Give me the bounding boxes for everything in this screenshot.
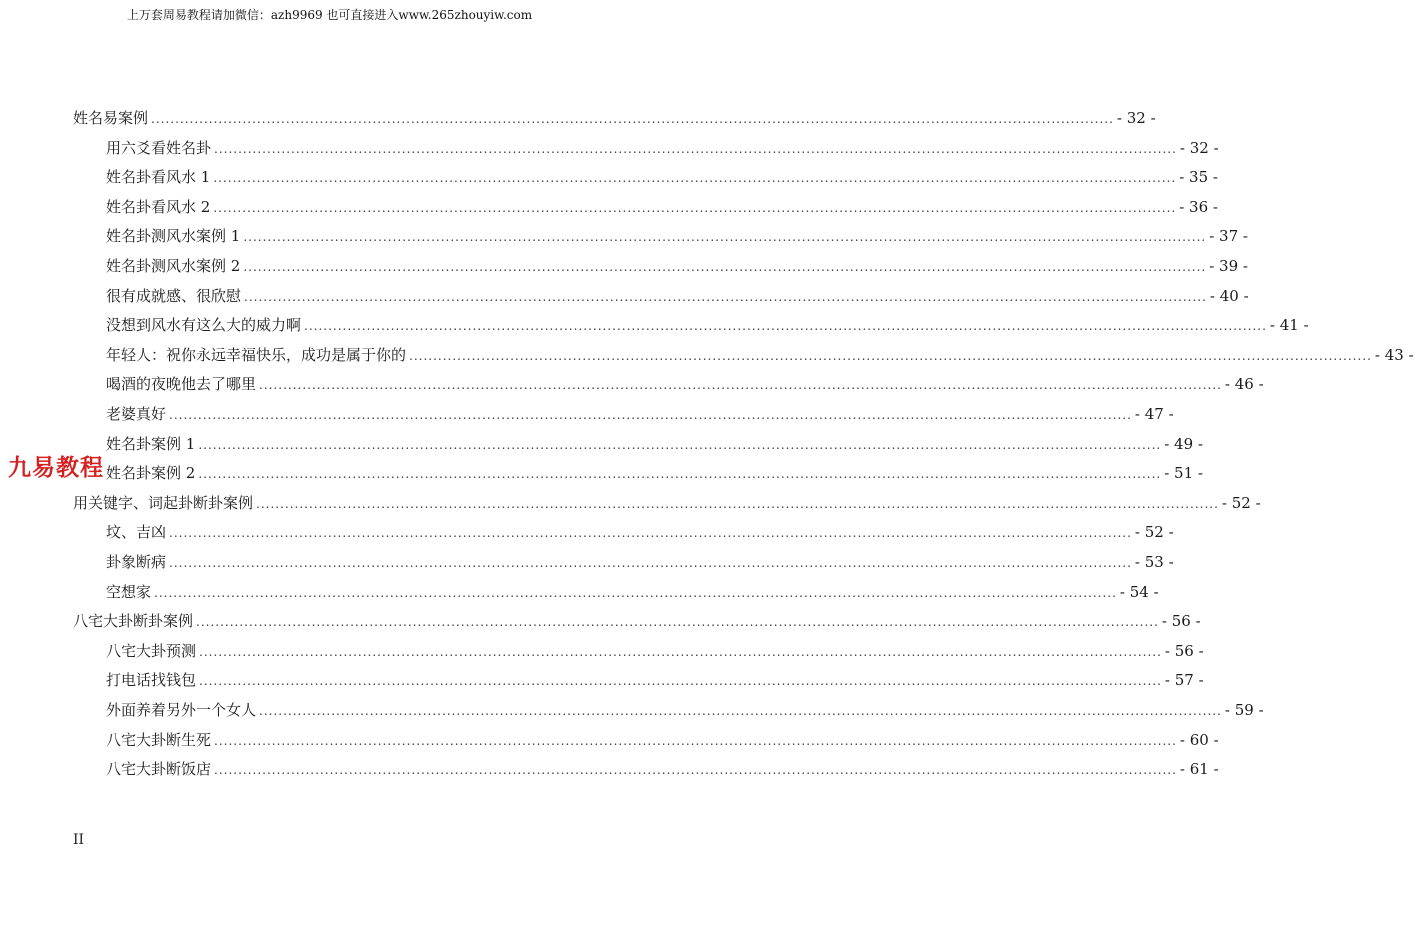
toc-entry[interactable]	[106, 163, 1218, 193]
toc-dot-leader: ........................................................................................................................................................................................................	[169, 408, 1132, 422]
toc-entry-page: - 56 -	[1164, 641, 1204, 660]
toc-entry-page: - 43 -	[1374, 345, 1414, 364]
toc-dot-leader: ........................................................................................................................................................................................................	[196, 615, 1159, 630]
watermark-logo: 九易教程	[8, 455, 104, 481]
toc-entry-page: - 49 -	[1164, 434, 1203, 453]
toc-entry-page: - 32 -	[1116, 109, 1156, 127]
toc-entry-page: - 52 -	[1221, 493, 1261, 512]
toc-entry[interactable]	[106, 222, 1248, 252]
toc-entry-title: 用六爻看姓名卦	[106, 138, 212, 157]
toc-dot-leader: ........................................................................................................................................................................................................	[243, 230, 1207, 245]
toc-entry[interactable]	[106, 193, 1218, 223]
toc-entry-title: 八宅大卦断饭店	[106, 760, 212, 779]
toc-dot-leader: ........................................................................................................................................................................................................	[169, 556, 1132, 570]
toc-dot-leader: ........................................................................................................................................................................................................	[198, 467, 1162, 482]
toc-dot-leader: ........................................................................................................................................................................................................	[199, 674, 1162, 689]
toc-dot-leader: ........................................................................................................................................................................................................	[409, 348, 1372, 363]
toc-entry-page: - 51 -	[1164, 464, 1203, 483]
toc-entry-page: - 36 -	[1179, 197, 1218, 216]
toc-dot-leader: ........................................................................................................................................................................................................	[214, 141, 1177, 156]
toc-entry[interactable]	[106, 518, 1174, 548]
toc-dot-leader: ........................................................................................................................................................................................................	[154, 585, 1117, 600]
toc-entry-page: - 41 -	[1269, 316, 1309, 335]
toc-entry[interactable]	[106, 430, 1203, 460]
toc-entry-title: 年轻人：祝你永远幸福快乐，成功是属于你的	[106, 345, 407, 364]
page-number: II	[73, 832, 85, 848]
toc-dot-leader: ........................................................................................................................................................................................................	[244, 289, 1207, 304]
toc-entry[interactable]	[106, 696, 1264, 726]
toc-entry-title: 姓名卦测风水案例 2	[106, 257, 241, 275]
toc-entry-page: - 57 -	[1164, 671, 1204, 690]
toc-entry[interactable]	[106, 370, 1264, 400]
toc-entry-title: 老婆真好	[106, 405, 167, 423]
toc-dot-leader: ........................................................................................................................................................................................................	[243, 260, 1207, 274]
toc-entry-page: - 59 -	[1224, 701, 1264, 719]
toc-entry[interactable]	[106, 637, 1204, 667]
toc-entry-title: 喝酒的夜晚他去了哪里	[106, 375, 257, 394]
toc-dot-leader: ........................................................................................................................................................................................................	[214, 733, 1177, 748]
toc-entry[interactable]	[106, 666, 1204, 696]
toc-entry-page: - 52 -	[1134, 523, 1174, 542]
toc-entry[interactable]	[106, 341, 1414, 371]
toc-entry-title: 姓名卦看风水 2	[106, 197, 211, 216]
toc-dot-leader: ........................................................................................................................................................................................................	[259, 378, 1222, 393]
toc-entry-title: 外面养着另外一个女人	[106, 701, 257, 719]
toc-dot-leader: ........................................................................................................................................................................................................	[304, 319, 1267, 334]
toc-entry-title: 八宅大卦断生死	[106, 730, 212, 749]
toc-entry-page: - 54 -	[1119, 582, 1159, 601]
toc-entry[interactable]	[106, 252, 1248, 282]
toc-entry[interactable]	[106, 459, 1203, 489]
toc-entry-title: 姓名卦测风水案例 1	[106, 227, 241, 246]
toc-entry[interactable]	[73, 489, 1261, 519]
toc-entry-page: - 53 -	[1134, 553, 1174, 571]
toc-entry-page: - 35 -	[1179, 168, 1218, 187]
toc-entry-title: 用关键字、词起卦断卦案例	[73, 493, 254, 512]
toc-entry-page: - 47 -	[1134, 405, 1174, 423]
toc-entry-title: 很有成就感、很欣慰	[106, 286, 242, 305]
toc-entry[interactable]	[106, 311, 1309, 341]
toc-entry-page: - 60 -	[1179, 730, 1219, 749]
toc-entry-title: 打电话找钱包	[106, 671, 197, 690]
toc-dot-leader: ........................................................................................................................................................................................................	[259, 704, 1222, 718]
toc-entry[interactable]	[106, 282, 1249, 312]
toc-dot-leader: ........................................................................................................................................................................................................	[213, 171, 1177, 186]
toc-dot-leader: ........................................................................................................................................................................................................	[169, 526, 1132, 541]
toc-dot-leader: ........................................................................................................................................................................................................	[199, 644, 1162, 659]
toc-dot-leader: ........................................................................................................................................................................................................	[214, 763, 1177, 778]
toc-entry-title: 八宅大卦断卦案例	[73, 612, 194, 631]
toc-dot-leader: ........................................................................................................................................................................................................	[198, 437, 1162, 452]
toc-entry-title: 卦象断病	[106, 553, 167, 571]
toc-entry-title: 姓名卦案例 2	[106, 464, 196, 483]
toc-entry-title: 空想家	[106, 582, 152, 601]
toc-entry[interactable]	[73, 104, 1156, 134]
toc-entry[interactable]	[106, 578, 1159, 608]
toc-entry-title: 八宅大卦预测	[106, 641, 197, 660]
toc-entry-title: 姓名卦看风水 1	[106, 168, 211, 187]
toc-dot-leader: ........................................................................................................................................................................................................	[151, 112, 1114, 126]
toc-entry-page: - 46 -	[1224, 375, 1264, 394]
toc-entry[interactable]	[106, 548, 1174, 578]
toc-entry-title: 姓名卦案例 1	[106, 434, 196, 453]
toc-entry-page: - 56 -	[1161, 612, 1201, 631]
toc-dot-leader: ........................................................................................................................................................................................................	[256, 496, 1219, 511]
toc-entry-title: 姓名易案例	[73, 109, 149, 127]
toc-entry-page: - 40 -	[1209, 286, 1249, 305]
toc-entry[interactable]	[73, 607, 1201, 637]
toc-dot-leader: ........................................................................................................................................................................................................	[213, 200, 1177, 215]
toc-entry[interactable]	[106, 726, 1219, 756]
toc-entry[interactable]	[106, 400, 1174, 430]
toc-entry-title: 没想到风水有这么大的威力啊	[106, 316, 302, 335]
page-header-banner: 上万套周易教程请加微信：azh9969 也可直接进入www.265zhouyiw.com	[126, 8, 533, 22]
toc-entry[interactable]	[106, 755, 1219, 785]
toc-entry-title: 坟、吉凶	[106, 523, 167, 542]
toc-entry-page: - 61 -	[1179, 760, 1219, 779]
toc-entry-page: - 39 -	[1209, 257, 1248, 275]
toc-entry[interactable]	[106, 134, 1219, 164]
toc-entry-page: - 32 -	[1179, 138, 1219, 157]
toc-entry-page: - 37 -	[1209, 227, 1248, 246]
